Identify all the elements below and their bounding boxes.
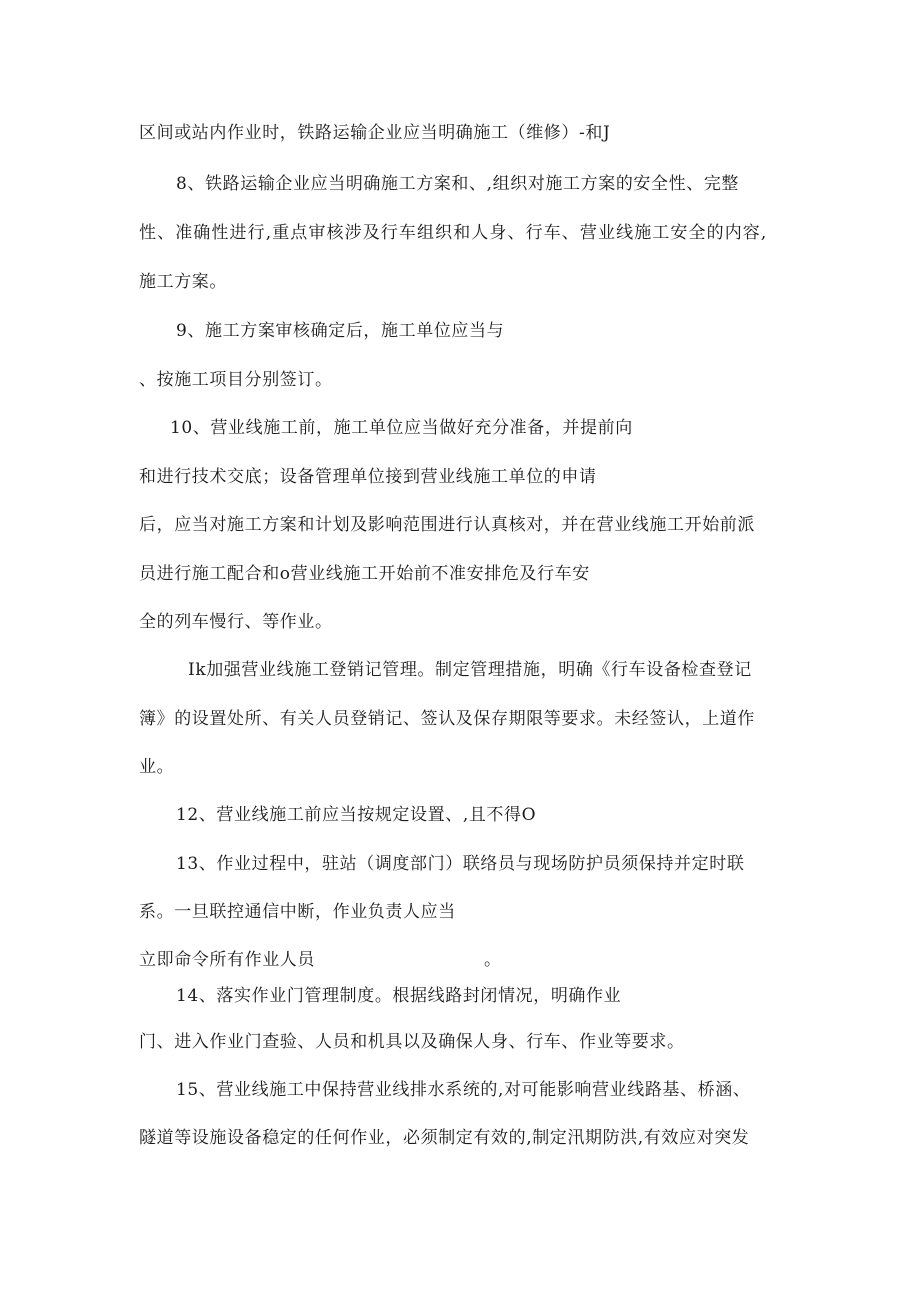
text-line: 员进行施工配合和o营业线施工开始前不准安排危及行车安: [139, 564, 590, 584]
text-line: 、按施工项目分别签订。: [139, 370, 333, 390]
paragraph-14-line-1: 14、落实作业门管理制度。根据线路封闭情况，明确作业: [176, 986, 622, 1006]
text-line: 性、准确性进行,重点审核涉及行车组织和人身、行车、营业线施工安全的内容,: [139, 223, 768, 243]
text-line: 和进行技术交底；设备管理单位接到营业线施工单位的申请: [139, 467, 597, 487]
paragraph-13-line-1: 13、作业过程中，驻站（调度部门）联络员与现场防护员须保持并定时联: [176, 854, 745, 874]
text-line: 门、进入作业门查验、人员和机具以及确保人身、行车、作业等要求。: [139, 1032, 685, 1052]
paragraph-11-line-1: Ik加强营业线施工登销记管理。制定管理措施，明确《行车设备检查登记: [188, 660, 752, 680]
text-line: 隧道等设施设备稳定的任何作业，必须制定有效的,制定汛期防洪,有效应对突发: [139, 1128, 750, 1148]
text-line: 业。: [139, 757, 175, 777]
paragraph-8-line-1: 8、铁路运输企业应当明确施工方案和、,组织对施工方案的安全性、完整: [176, 174, 740, 194]
text-line: 簿》的设置处所、有关人员登销记、签认及保存期限等要求。未经签认，上道作: [139, 709, 755, 729]
text-line-end-mark: 。: [484, 950, 502, 970]
text-line: 区间或站内作业时，铁路运输企业应当明确施工（维修）-和J: [139, 123, 611, 143]
text-line: 后，应当对施工方案和计划及影响范围进行认真核对，并在营业线施工开始前派: [139, 515, 755, 535]
text-line: 全的列车慢行、等作业。: [139, 612, 333, 632]
paragraph-9-line-1: 9、施工方案审核确定后，施工单位应当与: [176, 321, 505, 341]
text-line: 立即命令所有作业人员: [139, 950, 315, 970]
text-line: 施工方案。: [139, 272, 227, 292]
paragraph-12-line-1: 12、营业线施工前应当按规定设置、,且不得O: [176, 805, 537, 825]
paragraph-15-line-1: 15、营业线施工中保持营业线排水系统的,对可能影响营业线路基、桥涵、: [176, 1080, 751, 1100]
paragraph-10-line-1: 10、营业线施工前，施工单位应当做好充分准备，并提前向: [170, 418, 633, 438]
text-line: 系。一旦联控通信中断，作业负责人应当: [139, 902, 456, 922]
